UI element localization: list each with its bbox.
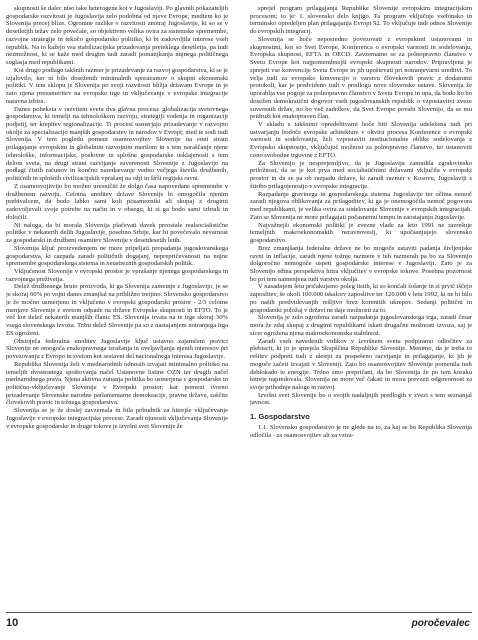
right-paragraph: Brez zmanjšanja federalne države ne bo mogoče ustaviti padanja življenjske ravni in inflacije, zaradi njene tožnje razmere v teh razmerah pa bo za Slovenijo dolgoročno nemogoče uspeti gospodarske interese v Jugoslaviji. Zato je za Slovenijo edina perspektiva hitra vključitev v evropske tokove. Posebna pozornost bo pri tem namenjena tudi varstvu okolja. bbox=[250, 244, 472, 283]
right-paragraph: Izvršni svet Slovenije bo o svojih nadaljnjih predlogih v zvezi s tem seznanjal javnost. bbox=[250, 391, 472, 407]
right-paragraph: Razpadanje gravinega in gospodarskega sistema Jugoslavije ter očitna nemoč zaradi njegova oblikovanja za prilagoditev, ki ga je onemogočila nemoč pogovora med republikami, je velika ovira za sodelovanje Slovenije v evropskih integracijah. Zato se Slovenija ne more prilagajati počasnemu tempu in zaostajanju Jugoslavije. bbox=[250, 190, 472, 221]
right-paragraph: Za Slovenijo je nesprejemljivo, da je Jugoslavija zamudila zgodovinsko priložnost, da se je kot prva med socialističnimi državami vključila v evropski prostor in da se pa ob razpadu države, ki zaradi razmer v Kosovu, Jugoslaviji s štiribo prilagojenostjo v evropske integracije. bbox=[250, 159, 472, 190]
left-paragraph: Republika Slovenija želi v mednarodnih odnosih izvajati minimalno politiko na temeljih dvostranega spoštovanja načel Ustanovne listine OZN ter drugih načel mednarodnega prava. Njena aktivna zunanja politika bo usmerjena v gospodarske in politično-vključevanje Slovenije v Evropski prostor, kar pomeni tvorno prizadevanje Slovenske narodne parlamentarne demokracije, pravne države, zaščite človekovih pravic in tržnega gospodarstva. bbox=[6, 360, 228, 407]
right-paragraph: V nasadnjem letu pričakujemo poleg tistih, ki so končali šolanje in si prvič iščejo zaposlitev, še okoli 100.000 iskalcev zaposlitve ter 120.000 v letu 1992, ki ne bi bilo po naših predvidevanjih rešljivo brez korenitih ukrepov. Sedanji politični in gospodarski položaj v državi ne daje možnosti za to. bbox=[250, 283, 472, 314]
right-paragraph: sprejel program prilagajanja Republike Slovenije evropskim integracijskim procesom; to je: 1. slovensko delo knjigo. Ta program vključuje vsebinsko in terminsko opredeljen plan prilagajanja Evropi 92. To vključuje tudi odnos Slovenije do evropskih integracij. bbox=[250, 5, 472, 36]
left-paragraph: Obstoječa federalna ureditev Jugoslavije ključ ustavno zajamčeni pravici Slovenije ne omogoča enakopravnega izražanja in uveljavljanja njenih interesov pri povezovanju z Evropo in svetom kot sestavni del nacionalnega interesa Jugoslavije. bbox=[6, 337, 228, 361]
left-paragraph: Slovenija se je že doslej zavzemala in bila pobudnik za hitrejše vključevanje Jugoslavije v evropske integracijske procese. Zaradi njunosti vključevanja Slovenije v evropske gospodarske in druge tokove je izvršni svet Slovenije že bbox=[6, 407, 228, 430]
left-paragraph: skupnosti še dalec niso take heterogene kot v Jugoslaviji. Po glavnih pokazateljih gospodarske razvitosti je Jugoslavija zelo podobna od njeve Evrope, medtem ko je Slovenija precej blize. Ogromne razlike v razvitosti znotraj Jugoslavije, ki so se v desetletjih težav zelo povečale, so objektivno velika ovira za sistemske spremembe, razvojne strategije in tekočo gospodarsko politiko, ki bi zadovoljila interese vseh republik. Na to kažejo vsa stabilizacijska prizadevanja preteklega desetletja, pa tudi nezmožnost, ki se kaže med drugim tudi zaradi pomanjkanja nujnega političnega soglasja med republikami. bbox=[6, 5, 228, 67]
right-paragraph: Slovenija se hoče neposredno povezovati z evropskimi ustanovami in skupnostmi, kot so Svet Evrope, Konferenca o evropski varnosti in sodelovanju, Evropska skupnost, EFTA in OECD. Zavzemamo se za polnopravno članstvo v Svetu Evrope kot najpomembnejši evropski skupnosti narodov. Pripravljena je sprejeti vse konvencije Sveta Evrope in jih upoštevati pri notranjevarni ureditvi. To velja tudi za evropsko konvencijo o varstvu človekovih pravic z dodatnimi protokoli, kar je predvideno tudi v predlogu nove slovenske ustave. Slovenija že uporablja vse pogoje za polnopravno članstvo v Svetu Evrope in upa, da bodo ko bo dosežen demokratični dogovor vseh jugoslovanskih republik o vzpostavitvi zveze suverenih držav, no bo več zadržkov, da Svet Evrope povabi Slovenijo, da se mu pridruži kot enakopraven član. bbox=[250, 35, 472, 121]
right-paragraph: V skladu s takšnimi opredelitvami hoče biti Slovenija udeležena tudi pri ustvarjanju bodoče evropske arhitekture v okviru procesa Konference o evropski varnosti in sodelovanju, želi vzpostaviti institucionalne oblike sodelovanja z Evropsko skupnostjo, vključujoč možnost za polnopravno članstvo, ter ustanoviti cono svobodne trgovine z EFTO. bbox=[250, 121, 472, 159]
left-paragraph: Z osamosvojitvijo bo možno uresničiti že dolgo časa napovedane spremembe v družbenem razvoju. Celotna ureditev države Slovenije bi omogočila njenim prebivalcem, da bodo lahko sami koli posamezniki ali skupaj z drugimi zadovoljevali svoje potrebe na način in v obsegu, ki si ga bodo sami izbrali in določili. bbox=[6, 182, 228, 221]
running-head: poročevalec bbox=[411, 618, 470, 629]
left-paragraph: Danes pobeksta v razvitem svetu dva glavna procesa: globalizacija svetovnega gospodarstva, ki temelji na tehnološkem razvoju, strategiji vodenja in organizaciji podjetij, ter krepitev regionalizacije. Ti procesi usmerjajo prizadevanje v razvojno okolje za specializacijo manjših gospodarstev in narodov v Evropi; med te sodi tudi Slovenija. V tem pogledu pomeni osamosvojitev Slovenije na enni strani prilagajanje evropskim in globalnim razvojnim merilom in s tem naraščanje njene tehnološke, informacijske, poslovne in splošne gospodarske usklajenosti s tem delom sveta, na drugi strani razvijanje suverenosti Slovenije z Jugoslavijo na podlagi čistih računov in končno naredsevanje vedno večjega števila družbenih, političnih in splošnih civilizacijskih vprašanj na ožji in širši regijski ravni. bbox=[6, 105, 228, 183]
right-column bbox=[250, 5, 472, 605]
left-paragraph: Slovenija ključ proizvedenjem ne more pripeljati propadanja jugoslovanskega gospodarstva, ki razpada zaradi političnih dogajanj, neprepričevanosti na nujne spremembe gospodarskega sistema in neustreznih gospodarskih politik. bbox=[6, 244, 228, 268]
right-paragraph: Najvažnejši ekonomski politiki je zvezne vlade za leto 1991 ne razrešuje temeljnih makroekonomskih neravnovesij, ki upočasnjujejo slovensko gospodarstvo. bbox=[250, 221, 472, 245]
right-paragraph: Zaradi vseh navedenih vidikov v izvršnem svetu podpiramo odločitev za plebiscit, ki jo je sprejela Skupščina Republike Slovenije. Menimo, da je treba to rešitev podpreti tudi z ukrepi za pospešeno razvijanje in prilagajanje, ki jih je mogoče začeti izvajati v Sloveniji. Zato bo osamosvojitev Slovenije pomenila tudi deblokado te energije. Trdno smo prepričani, da bo Slovenija že po tem koraku hitreje napredovala. Slovenija ne more več čakati in mora prevzeti odgovornost za svoje prihodnje naloge in razvoj. bbox=[250, 337, 472, 391]
left-column bbox=[6, 5, 228, 605]
left-paragraph: Delež družbenega bruto proizvoda, ki ga Slovenija zameinje z Jugoslavijo, je se je skoraj 60% po vojni danes zmanjšal na približno tretjino. Slovensko gospodarstvo je že močno usmerjeno in vključeno v evropski gospodarski prostor - 2/3 celotne menjave Slovenije z svetom odpade na države Evropske skupnosti in EFTO. To je več kot delež nekaterih manjših članic ES. Slovenija trvata na te trge skoraj 30% vsega slovenskega izvoza. Tržni delež Slovenije pa so z nastajanjem notranjega trga ES ogroženi. bbox=[6, 283, 228, 337]
section-paragraph: 1.1. Slovensko gospodarstvo je ne glede na to, za kaj se bo Republika Slovenija odločila - za osamosvojitev ali za vztra- bbox=[250, 424, 472, 439]
section-heading: 1. Gospodarstvo bbox=[250, 412, 310, 422]
footer-rule bbox=[6, 612, 472, 613]
right-paragraph: Slovenija je zelo ogrožena zaradi razpadanja jugoslovanskega trga, zaradi česar mora že zdaj skupaj z drugimi republikami iskati drugačne možnosti izvoza, saj je sicer ogrožena njena makroekonomska stabilnost. bbox=[250, 314, 472, 337]
page-number: 10 bbox=[6, 617, 19, 629]
left-paragraph: Vključenost Slovenije v evropski prostor je vprašanje njenega gospodarskega in razvojnega preživetja. bbox=[6, 267, 228, 283]
left-paragraph: Ni naloga, da bi morala Slovenija plačevati davek preostale realsocialistične politike v nekaterih delih Jugoslavije, posebno Srbije, kar bi povečevalo nevarnost za gospodarski in družbeni osamitev Slovenije v desetdesetih letih. bbox=[6, 221, 228, 245]
left-paragraph: Kot drugo podlago takšnih razmer je prizadevanje za razvoj gospodarstva, ki se je izjalovilo, ker ni bilo doseženih minimalnih sporazumov o skupni ekonomski politiki. V tem sklopu je Slovenija po svoji razvitosti bližja državam Evrope in je zato njena preusmeritev na evropske trge in vključevanje v evropske integracije naravna izbira. bbox=[6, 66, 228, 105]
